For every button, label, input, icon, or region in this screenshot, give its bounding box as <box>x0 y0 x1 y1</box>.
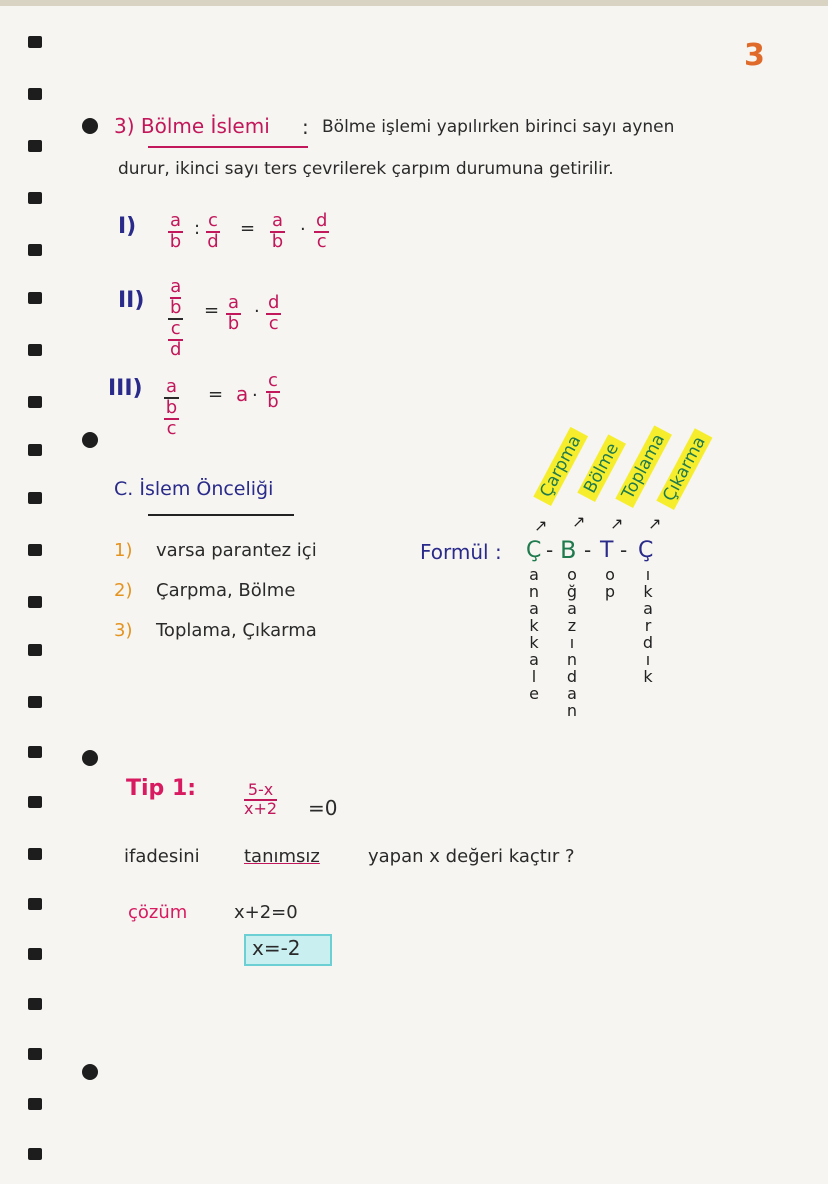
letter: n <box>566 701 578 720</box>
binding-hole <box>28 696 42 708</box>
binding-hole <box>28 644 42 656</box>
binding-hole <box>28 1148 42 1160</box>
equals-sign: = <box>240 218 256 239</box>
letter: l <box>531 667 537 686</box>
letter: d <box>642 633 654 652</box>
formula-letter-b: B <box>560 536 577 564</box>
formula-label: Formül : <box>420 540 502 564</box>
binding-hole <box>28 746 42 758</box>
binding-hole <box>28 596 42 608</box>
priority-1-number: 1) <box>114 540 133 561</box>
division-sign: : <box>194 218 201 239</box>
equals-sign: = <box>204 300 220 321</box>
heading-underline <box>148 514 294 516</box>
section-a-line1: Bölme işlemi yapılırken birinci sayı aynen <box>322 117 675 137</box>
formula-dash: - <box>546 538 554 562</box>
section-b-heading: C. İslem Önceliği <box>114 478 274 500</box>
denominator: b <box>170 296 182 318</box>
binding-hole <box>28 544 42 556</box>
numerator: b <box>165 396 178 418</box>
priority-3-number: 3) <box>114 620 133 641</box>
letter: o <box>605 565 615 584</box>
priority-2-number: 2) <box>114 580 133 601</box>
complex-numerator <box>168 278 183 320</box>
formula-letter-c2: Ç <box>638 538 654 563</box>
letter: a <box>567 599 577 618</box>
question-suffix: yapan x değeri kaçtır ? <box>368 846 575 867</box>
rule3-complex-fraction <box>164 378 179 439</box>
numerator: a <box>170 276 182 297</box>
binding-hole <box>28 344 42 356</box>
question-underlined-word: tanımsız <box>244 846 320 867</box>
bullet-dot <box>82 1064 98 1080</box>
binding-hole <box>28 848 42 860</box>
arrow-up-icon: ↗ <box>534 516 548 535</box>
page-top-edge <box>0 0 828 6</box>
letter: k <box>529 616 539 635</box>
numerator: c <box>168 320 183 341</box>
arrow-up-icon: ↗ <box>572 512 586 531</box>
numerator: a <box>228 292 240 313</box>
vertical-word-bolme <box>564 566 580 719</box>
denominator: c <box>268 312 279 334</box>
rule1-result-a-b <box>270 212 285 252</box>
rule1-result-d-c <box>314 212 329 252</box>
letter: n <box>566 650 578 669</box>
binding-hole <box>28 244 42 256</box>
denominator: x+2 <box>244 798 278 818</box>
heading-underline <box>148 146 308 148</box>
rule3-result-c-b <box>266 372 280 412</box>
numerator: c <box>208 210 218 231</box>
vertical-word-parantez <box>526 566 542 702</box>
letter: n <box>528 582 540 601</box>
tip-equation-rhs: =0 <box>308 796 338 820</box>
letter: ğ <box>566 582 578 601</box>
binding-hole <box>28 444 42 456</box>
rule3-label: III) <box>108 376 143 401</box>
highlight-cikarma: Çıkarma <box>656 428 712 510</box>
bullet-dot <box>82 750 98 766</box>
denominator: b <box>271 230 284 252</box>
tip-label: Tip 1: <box>126 776 197 801</box>
letter: a <box>529 565 539 584</box>
numerator: d <box>268 292 280 313</box>
priority-1-text: varsa parantez içi <box>156 540 317 561</box>
numerator: d <box>316 210 328 231</box>
solution-line1: x+2=0 <box>234 902 298 923</box>
formula-letter-t: T <box>600 538 614 563</box>
numerator: a <box>166 376 178 397</box>
tip-equation-fraction <box>244 782 277 818</box>
binding-hole <box>28 140 42 152</box>
formula-dash: - <box>584 538 592 562</box>
rule2-result-d-c <box>266 294 281 334</box>
numerator: 5-x <box>244 782 277 801</box>
binding-hole <box>28 36 42 48</box>
letter: ı <box>645 565 651 584</box>
letter: k <box>643 582 653 601</box>
arrow-up-icon: ↗ <box>648 514 662 533</box>
binding-hole <box>28 192 42 204</box>
question-prefix: ifadesini <box>124 846 200 867</box>
formula-dash: - <box>620 538 628 562</box>
highlight-carpma: Çarpma <box>533 427 588 506</box>
binding-hole <box>28 88 42 100</box>
multiply-dot: . <box>254 296 260 317</box>
numerator: c <box>268 370 278 391</box>
binding-hole <box>28 396 42 408</box>
equals-sign: = <box>208 384 224 405</box>
arrow-up-icon: ↗ <box>610 514 624 533</box>
rule2-label: II) <box>118 288 145 313</box>
priority-2-text: Çarpma, Bölme <box>156 580 296 601</box>
binding-hole <box>28 1048 42 1060</box>
letter: ı <box>569 633 575 652</box>
multiply-dot: . <box>252 380 258 401</box>
section-a-line2: durur, ikinci sayı ters çevrilerek çarpım durumuna getirilir. <box>118 159 614 179</box>
rule3-a: a <box>236 382 249 406</box>
complex-denominator <box>164 396 179 439</box>
rule1-fraction-c-d <box>206 212 220 252</box>
letter: k <box>529 633 539 652</box>
letter: p <box>604 582 616 601</box>
binding-hole <box>28 492 42 504</box>
rule1-fraction-a-b <box>168 212 183 252</box>
bullet-dot <box>82 118 98 134</box>
denominator: d <box>170 338 182 360</box>
rule1-label: I) <box>118 214 137 239</box>
binding-hole <box>28 796 42 808</box>
formula-letter-c1: Ç <box>526 538 542 563</box>
letter: ı <box>645 650 651 669</box>
letter: a <box>529 650 539 669</box>
vertical-word-cikarma <box>640 566 656 685</box>
numerator: a <box>272 210 284 231</box>
denominator: d <box>207 230 219 252</box>
letter: a <box>643 599 653 618</box>
letter: k <box>643 667 653 686</box>
binding-hole <box>28 1098 42 1110</box>
bullet-dot <box>82 432 98 448</box>
solution-label: çözüm <box>128 902 188 923</box>
letter: d <box>566 667 578 686</box>
letter: r <box>644 616 652 635</box>
binding-hole <box>28 948 42 960</box>
letter: o <box>567 565 577 584</box>
denominator: b <box>169 230 182 252</box>
priority-3-text: Toplama, Çıkarma <box>156 620 317 641</box>
denominator: c <box>166 417 177 439</box>
binding-hole <box>28 292 42 304</box>
letter: e <box>529 684 539 703</box>
numerator: a <box>170 210 182 231</box>
binding-hole <box>28 998 42 1010</box>
solution-answer: x=-2 <box>252 936 301 960</box>
page-number: 3 <box>744 38 765 73</box>
denominator: b <box>267 390 279 412</box>
vertical-word-toplama <box>602 566 618 600</box>
letter: z <box>567 616 577 635</box>
letter: a <box>529 599 539 618</box>
rule2-complex-fraction <box>168 278 183 360</box>
complex-denominator <box>168 317 183 360</box>
heading-colon: : <box>302 115 309 139</box>
multiply-dot: . <box>300 214 306 235</box>
denominator: b <box>227 312 240 334</box>
highlight-bolme: Bölme <box>577 435 626 502</box>
binding-hole <box>28 898 42 910</box>
highlight-toplama: Toplama <box>615 425 672 508</box>
letter: a <box>567 684 577 703</box>
section-a-heading: 3) Bölme İslemi <box>114 114 270 138</box>
rule2-result-a-b <box>226 294 241 334</box>
denominator: c <box>316 230 327 252</box>
